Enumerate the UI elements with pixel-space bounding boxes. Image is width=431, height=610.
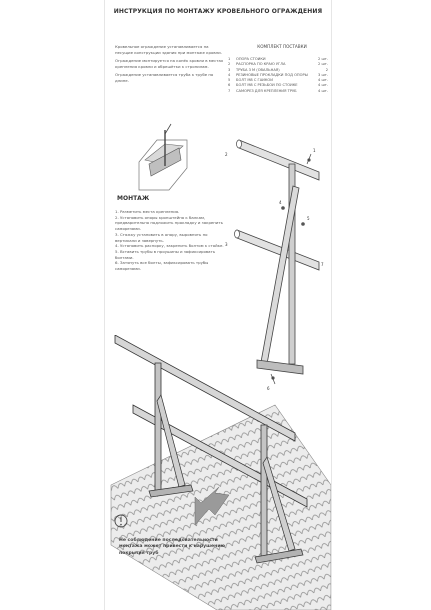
intro-paragraph: Ограждение монтируется на конёк кровли в местах крепления кровли и обрешётки к стропилам. xyxy=(115,58,224,69)
mount-step: 1. Разметить места крепления. xyxy=(115,209,180,214)
document-title: ИНСТРУКЦИЯ ПО МОНТАЖУ КРОВЕЛЬНОГО ОГРАЖДЕНИЯ xyxy=(113,8,323,15)
callout-number: 4 xyxy=(279,200,282,205)
kit-item: 6 БОЛТ М8 С РЕЗЬБОЙ ПО СТОЙКЕ 4 шт. xyxy=(228,83,328,88)
callout-number: 1 xyxy=(313,148,316,153)
mount-step: 6. Затянуть все болты, зафиксировать трубы саморезами. xyxy=(115,260,209,272)
mount-title: МОНТАЖ xyxy=(117,195,150,202)
intro-paragraph: Ограждение устанавливается труба к трубе по длине. xyxy=(115,72,214,83)
kit-item: 5 БОЛТ М8 С ГАЙКОЙ 4 шт. xyxy=(228,78,328,83)
mount-step: 4. Установить распорку, закрепить болтом к стойке. xyxy=(115,243,224,249)
bracket-detail-illustration xyxy=(135,120,195,195)
callout-number: 6 xyxy=(267,386,270,391)
callout-number: 2 xyxy=(225,152,228,157)
kit-item: 2 РАСПОРКА ПО КРАЮ УГЛА 2 шт. xyxy=(228,62,328,67)
warning-note: Не соблюдение последовательности монтажа может привести к нарушению покрытия труб xyxy=(119,538,226,556)
mount-step: 2. Установить опоры кронштейна к балкам, предварительно подложить прокладку и закрепить саморезами. xyxy=(115,214,223,232)
kit-item: 1 ОПОРА СТОЙКИ 2 шт. xyxy=(228,57,328,61)
callout-number: 7 xyxy=(321,262,324,267)
mount-step: 3. Стяжку установить в опору, выровнять по вертикали и завернуть. xyxy=(115,231,208,243)
mount-step: 5. Вставить трубы в проушины и зафиксировать болтами. xyxy=(115,248,216,260)
roof-assembly-illustration xyxy=(105,335,331,610)
callout-number: 5 xyxy=(307,216,310,221)
kit-item: 7 САМОРЕЗ ДЛЯ КРЕПЛЕНИЯ ТРУБ 4 шт. xyxy=(228,88,328,93)
intro-text xyxy=(115,44,227,87)
callout-number: 3 xyxy=(225,242,228,247)
kit-title: КОМПЛЕКТ ПОСТАВКИ xyxy=(257,44,307,49)
kit-list xyxy=(228,57,328,94)
kit-item: 4 РЕЗИНОВЫЕ ПРОКЛАДКИ ПОД ОПОРЫ 3 шт. xyxy=(228,72,328,77)
intro-paragraph: Кровельное ограждение устанавливается на несущие конструкции здания при монтаже кровли. xyxy=(115,44,222,55)
mount-steps xyxy=(115,209,227,272)
kit-item: 3 ТРУБА 3 М (ОВАЛЬНАЯ) 2 xyxy=(228,67,328,72)
instruction-sheet xyxy=(104,0,332,610)
